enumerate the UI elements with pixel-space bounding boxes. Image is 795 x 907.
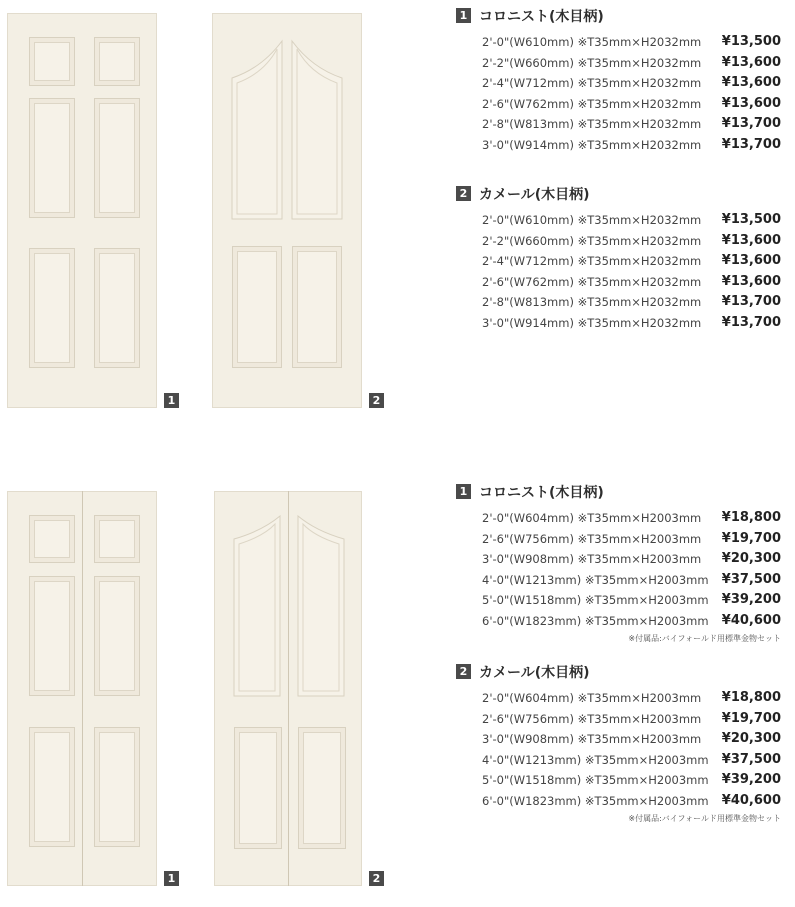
price-row: 5'-0"(W1518mm) ※T35mm×H2003mm ¥39,200: [482, 592, 781, 607]
door-panel: [29, 576, 75, 696]
price-row: 2'-8"(W813mm) ※T35mm×H2032mm ¥13,700: [482, 116, 781, 131]
price-row: 2'-0"(W604mm) ※T35mm×H2003mm ¥18,800: [482, 690, 781, 705]
accessory-note: ※付属品:バイフォールド用標準金物セット: [628, 634, 781, 643]
door-badge: 1: [164, 871, 179, 886]
price-row: 3'-0"(W908mm) ※T35mm×H2003mm ¥20,300: [482, 551, 781, 566]
door-panel: [94, 576, 140, 696]
price-row: 4'-0"(W1213mm) ※T35mm×H2003mm ¥37,500: [482, 571, 781, 587]
door-panel: [29, 98, 75, 218]
door-panel: [232, 246, 282, 368]
door-badge: 2: [369, 393, 384, 408]
price-section-bifold-colonist: [456, 482, 781, 644]
section-badge: 1: [456, 484, 471, 499]
price-row: 3'-0"(W908mm) ※T35mm×H2003mm ¥20,300: [482, 731, 781, 746]
price-row: 2'-0"(W610mm) ※T35mm×H2032mm ¥13,500: [482, 34, 781, 49]
accessory-note: ※付属品:バイフォールド用標準金物セット: [628, 814, 781, 823]
door-panel: [94, 248, 140, 368]
section-title: カメール(木目柄): [479, 665, 590, 681]
door-panel: [29, 515, 75, 563]
price-row: 2'-6"(W756mm) ※T35mm×H2003mm ¥19,700: [482, 710, 781, 726]
price-row: 4'-0"(W1213mm) ※T35mm×H2003mm ¥37,500: [482, 751, 781, 767]
door-photo-camel: [212, 13, 362, 408]
price-row: 2'-4"(W712mm) ※T35mm×H2032mm ¥13,600: [482, 253, 781, 268]
price-row: 5'-0"(W1518mm) ※T35mm×H2003mm ¥39,200: [482, 772, 781, 787]
door-panel: [298, 727, 346, 849]
price-section-colonist: [456, 6, 781, 155]
door-panel: [94, 515, 140, 563]
price-row: 2'-8"(W813mm) ※T35mm×H2032mm ¥13,700: [482, 294, 781, 309]
price-section-camel: [456, 184, 781, 333]
price-row: 3'-0"(W914mm) ※T35mm×H2032mm ¥13,700: [482, 136, 781, 152]
price-section-bifold-camel: [456, 662, 781, 824]
section-title: コロニスト(木目柄): [479, 9, 604, 25]
section-badge: 1: [456, 8, 471, 23]
bifold-door-photo-camel: [214, 491, 362, 886]
section-title: カメール(木目柄): [479, 187, 590, 203]
door-panel: [29, 727, 75, 847]
price-row: 2'-4"(W712mm) ※T35mm×H2032mm ¥13,600: [482, 75, 781, 90]
price-row: 2'-2"(W660mm) ※T35mm×H2032mm ¥13,600: [482, 54, 781, 70]
price-row: 2'-0"(W610mm) ※T35mm×H2032mm ¥13,500: [482, 212, 781, 227]
price-row: 2'-2"(W660mm) ※T35mm×H2032mm ¥13,600: [482, 232, 781, 248]
door-badge: 1: [164, 393, 179, 408]
door-badge: 2: [369, 871, 384, 886]
price-row: 3'-0"(W914mm) ※T35mm×H2032mm ¥13,700: [482, 314, 781, 330]
price-row: 2'-6"(W762mm) ※T35mm×H2032mm ¥13,600: [482, 95, 781, 111]
door-panel: [292, 246, 342, 368]
price-row: 6'-0"(W1823mm) ※T35mm×H2003mm ¥40,600: [482, 792, 781, 808]
door-panel: [29, 37, 75, 86]
price-row: 2'-6"(W762mm) ※T35mm×H2032mm ¥13,600: [482, 273, 781, 289]
door-photo-colonist: [7, 13, 157, 408]
door-panel: [94, 727, 140, 847]
bifold-door-photo-colonist: [7, 491, 157, 886]
price-row: 2'-6"(W756mm) ※T35mm×H2003mm ¥19,700: [482, 530, 781, 546]
price-row: 6'-0"(W1823mm) ※T35mm×H2003mm ¥40,600: [482, 612, 781, 628]
door-panel: [234, 727, 282, 849]
door-panel: [94, 98, 140, 218]
price-row: 2'-0"(W604mm) ※T35mm×H2003mm ¥18,800: [482, 510, 781, 525]
door-panel: [94, 37, 140, 86]
door-panel: [29, 248, 75, 368]
section-title: コロニスト(木目柄): [479, 485, 604, 501]
section-badge: 2: [456, 186, 471, 201]
section-badge: 2: [456, 664, 471, 679]
